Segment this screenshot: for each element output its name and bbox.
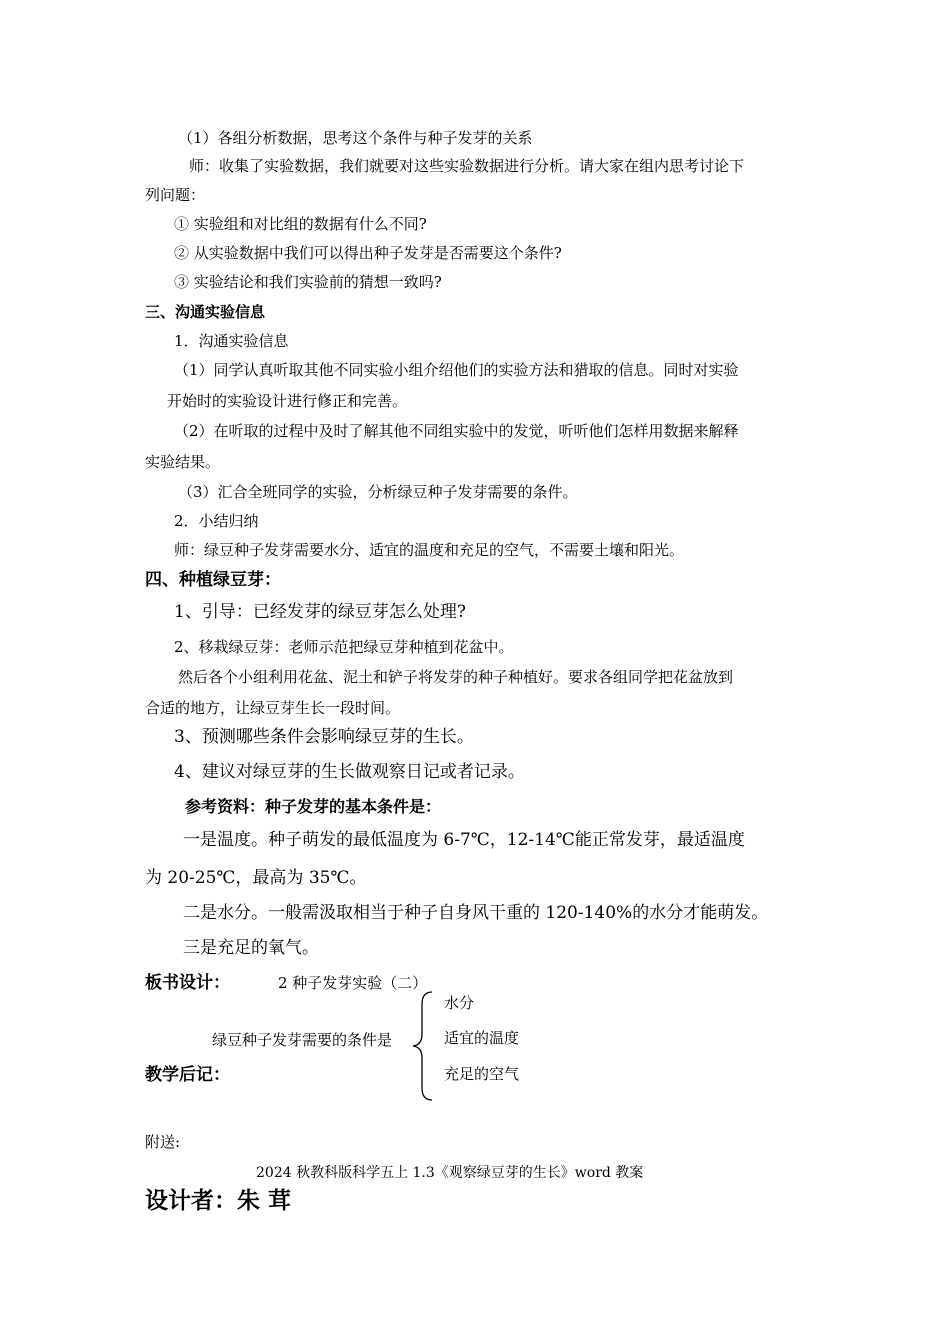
designer-line: 设计者：朱 茸 (145, 1188, 292, 1214)
list-item: 3、预测哪些条件会影响绿豆芽的生长。 (174, 727, 474, 747)
paragraph-line: （2）在听取的过程中及时了解其他不同组实验中的发觉，听听他们怎样用数据来解释 (174, 422, 739, 440)
reference-heading: 参考资料：种子发芽的基本条件是： (185, 797, 442, 816)
board-design-title: 2 种子发芽实验（二） (278, 974, 428, 992)
sub-heading: 2．小结归纳 (174, 512, 259, 530)
section-heading: 四、种植绿豆芽： (145, 570, 281, 590)
teacher-paragraph-line: 列问题： (145, 186, 206, 204)
condition-temperature: 适宜的温度 (444, 1029, 520, 1047)
question-item: ① 实验组和对比组的数据有什么不同? (174, 215, 427, 233)
condition-air: 充足的空气 (444, 1065, 520, 1083)
paragraph-line: 实验结果。 (145, 453, 221, 471)
appendix-title: 2024 秋教科版科学五上 1.3《观察绿豆芽的生长》word 教案 (256, 1165, 644, 1181)
section-heading: 三、沟通实验信息 (145, 303, 266, 321)
condition-water: 水分 (444, 994, 475, 1012)
paragraph-line: 然后各个小组利用花盆、泥土和铲子将发芽的种子种植好。要求各组同学把花盆放到 (178, 668, 734, 686)
curly-brace-icon (410, 990, 440, 1102)
reference-line: 一是温度。种子萌发的最低温度为 6-7℃，12-14℃能正常发芽，最适温度 (183, 830, 745, 850)
question-item: ③ 实验结论和我们实验前的猜想一致吗? (174, 273, 442, 291)
paragraph-line: （1）同学认真听取其他不同实验小组介绍他们的实验方法和猎取的信息。同时对实验 (174, 361, 739, 379)
appendix-label: 附送: (145, 1133, 181, 1151)
list-item: 4、建议对绿豆芽的生长做观察日记或者记录。 (174, 762, 525, 782)
teacher-paragraph-line: 师：收集了实验数据，我们就要对这些实验数据进行分析。请大家在组内思考讨论下 (189, 157, 745, 175)
reference-line: 二是水分。一般需汲取相当于种子自身风干重的 120-140%的水分才能萌发。 (183, 903, 769, 923)
reference-line: 为 20-25℃，最高为 35℃。 (145, 868, 367, 888)
board-lead-text: 绿豆种子发芽需要的条件是 (212, 1031, 393, 1049)
teaching-notes-label: 教学后记： (145, 1065, 230, 1085)
paragraph-line: 开始时的实验设计进行修正和完善。 (167, 392, 408, 410)
list-item: 2、移栽绿豆芽：老师示范把绿豆芽种植到花盆中。 (174, 638, 514, 656)
paragraph-line: （3）汇合全班同学的实验，分析绿豆种子发芽需要的条件。 (178, 483, 578, 501)
reference-line: 三是充足的氧气。 (183, 938, 319, 958)
sub-heading: 1．沟通实验信息 (174, 332, 289, 350)
paragraph-line: 合适的地方，让绿豆芽生长一段时间。 (145, 699, 401, 717)
analysis-item-title: （1）各组分析数据，思考这个条件与种子发芽的关系 (178, 129, 533, 147)
board-design-label: 板书设计： (145, 973, 230, 993)
list-item: 1、引导：已经发芽的绿豆芽怎么处理? (174, 602, 466, 622)
summary-line: 师：绿豆种子发芽需要水分、适宜的温度和充足的空气，不需要土壤和阳光。 (174, 541, 685, 559)
question-item: ② 从实验数据中我们可以得出种子发芽是否需要这个条件? (174, 244, 562, 262)
